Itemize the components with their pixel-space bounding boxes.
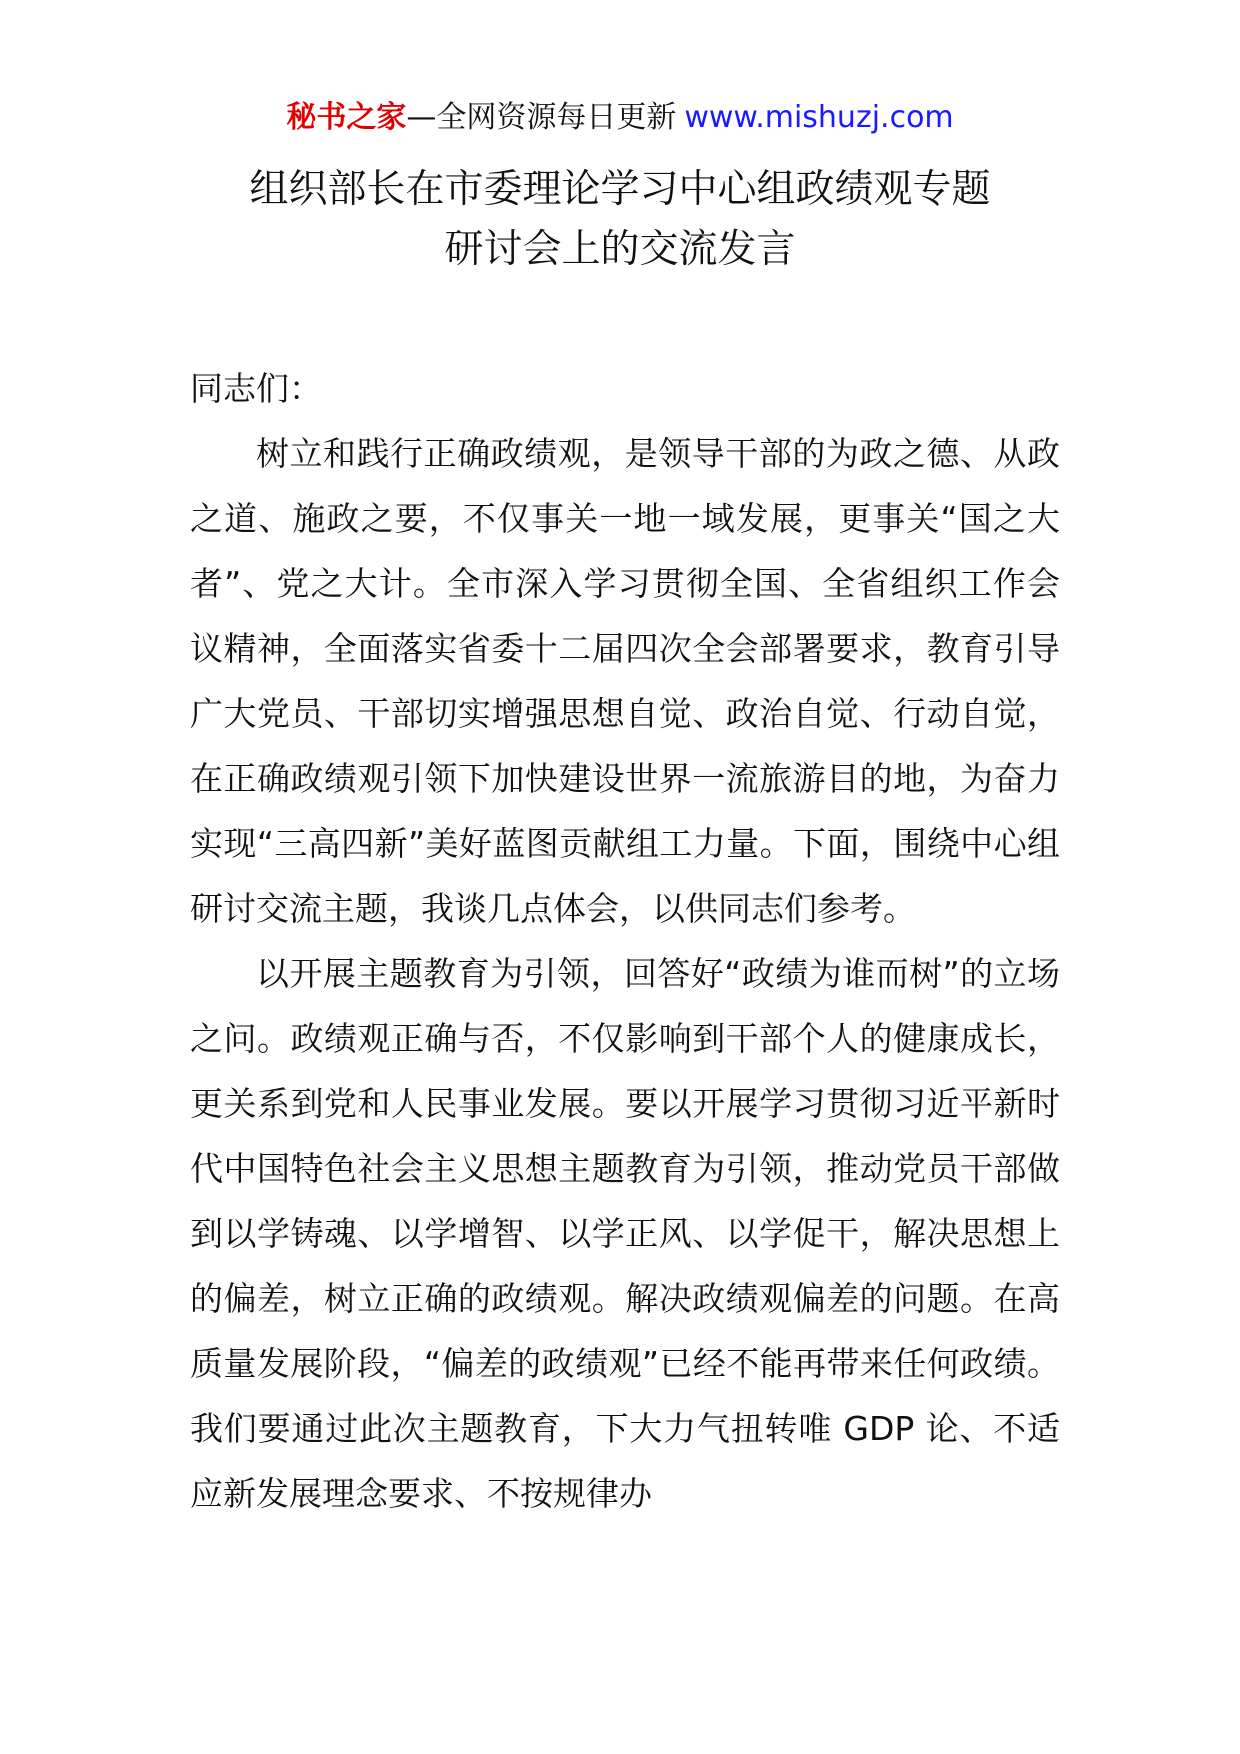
title-line-1: 组织部长在市委理论学习中心组政绩观专题	[249, 167, 991, 212]
title-line-2: 研讨会上的交流发言	[444, 227, 796, 272]
banner-tagline: —全网资源每日更新	[406, 100, 677, 135]
document-title	[0, 160, 1240, 280]
body-paragraph-2: 以开展主题教育为引领，回答好“政绩为谁而树”的立场之问。政绩观正确与否，不仅影响到干部个人的健康成长，更关系到党和人民事业发展。要以开展学习贯彻习近平新时代中国特色社会主义思想主题教育为引领，推动党员干部做到以学铸魂、以学增智、以学正风、以学促干，解决思想上的偏差，树立正确的政绩观。解决政绩观偏差的问题。在高质量发展阶段，“偏差的政绩观”已经不能再带来任何政绩。我们要通过此次主题教育，下大力气扭转唯 GDP 论、不适应新发展理念要求、不按规律办	[190, 954, 1060, 1513]
site-banner	[0, 98, 1240, 138]
document-body	[190, 356, 1060, 1526]
brand-name: 秘书之家	[286, 100, 407, 135]
salutation: 同志们：	[190, 369, 322, 408]
body-paragraph-1: 树立和践行正确政绩观，是领导干部的为政之德、从政之道、施政之要，不仅事关一地一域发展，更事关“国之大者”、党之大计。全市深入学习贯彻全国、全省组织工作会议精神，全面落实省委十二届四次全会部署要求，教育引导广大党员、干部切实增强思想自觉、政治自觉、行动自觉，在正确政绩观引领下加快建设世界一流旅游目的地，为奋力实现“三高四新”美好蓝图贡献组工力量。下面，围绕中心组研讨交流主题，我谈几点体会，以供同志们参考。	[190, 434, 1060, 928]
site-link[interactable]: www.mishuzj.com	[684, 100, 954, 135]
